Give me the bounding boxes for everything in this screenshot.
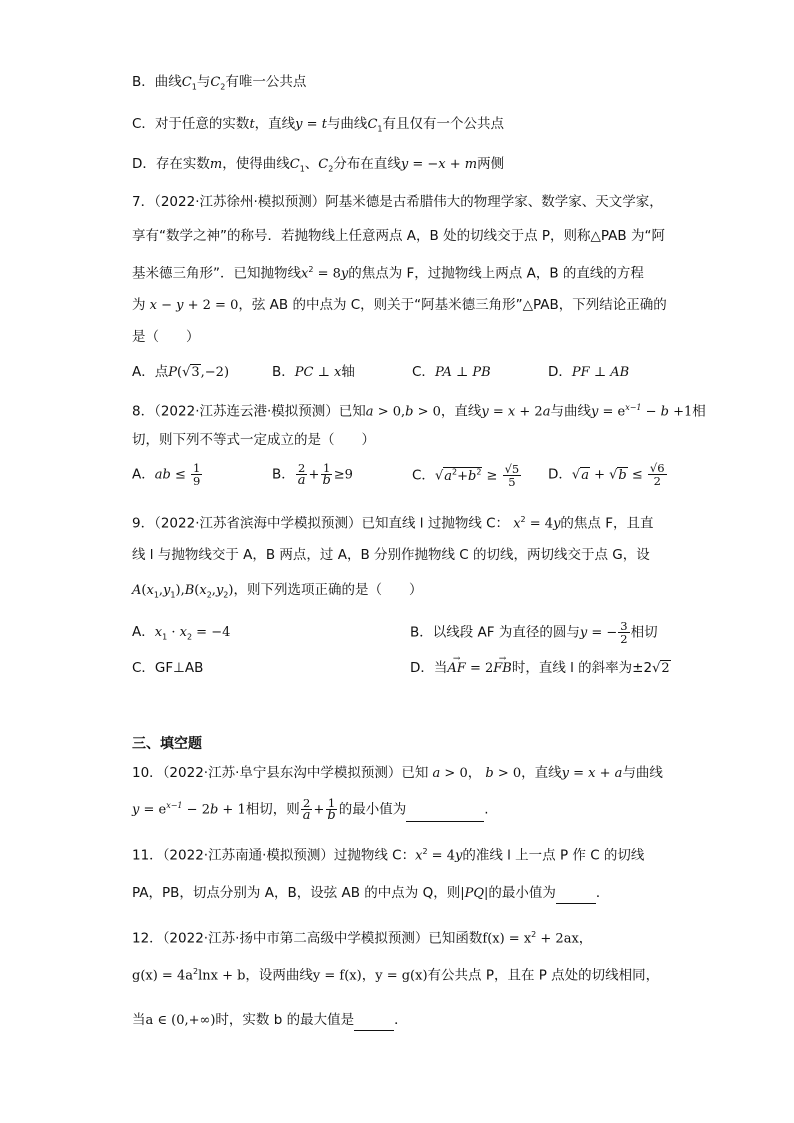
q6-option-b: B．曲线$C_1$与$C_2$有唯一公共点	[132, 74, 307, 92]
q8-option-c: C．$√a^2+b^2$ ≥ $\frac{√5}{5}$	[412, 462, 520, 489]
q7-line-5: 是（ ）	[132, 329, 200, 345]
q11-answer-blank[interactable]	[556, 887, 596, 904]
q12-line-3: 当a ∈ (0,+∞)时，实数 b 的最大值是 ．	[132, 1010, 408, 1031]
q6-option-c: C．对于任意的实数t，直线y = t与曲线$C_1$有且仅有一个公共点	[132, 116, 504, 134]
q9-line-3: $A(x_1,y_1),B(x_2,y_2)$，则下列选项正确的是（ ）	[132, 582, 423, 600]
q9-option-a: A．$x_1 \cdot x_2 = -4$	[132, 624, 231, 642]
q7-option-d: D．PF ⊥ AB	[548, 364, 630, 380]
q10-line-1: 10．（2022·江苏·阜宁县东沟中学模拟预测）已知 a > 0， b > 0，直线y = x + a与曲线	[132, 765, 663, 781]
q12-line-2: $g(x) = 4a^2\ln x + b$，设两曲线y = f(x)，y = g(x)有公共点 P，且在 P 点处的切线相同，	[132, 967, 660, 984]
q7-option-c: C．PA ⊥ PB	[412, 364, 491, 380]
q8-option-d: D．√a + √b ≤ $\frac{√6}{2}$	[548, 461, 665, 488]
q8-option-a: A．ab ≤ $\frac{1}{9}$	[132, 461, 201, 488]
q11-line-2: PA，PB，切点分别为 A，B，设弦 AB 的中点为 Q，则|PQ|的最小值为 ．	[132, 883, 609, 904]
q8-line-2: 切，则下列不等式一定成立的是（ ）	[132, 432, 375, 448]
q12-line-1: 12．（2022·江苏·扬中市第二高级中学模拟预测）已知函数$f(x) = x^2 + 2ax$，	[132, 930, 593, 947]
q9-line-2: 线 l 与抛物线交于 A，B 两点，过 A，B 分别作抛物线 C 的切线，两切线交于点 G，设	[132, 547, 650, 563]
section-title-fill-in: 三、填空题	[132, 736, 202, 752]
q9-options-row-2	[132, 658, 672, 682]
q9-option-d: D．当→ AF = 2→ FB时，直线 l 的斜率为±2√2	[410, 658, 671, 679]
q7-line-1: 7．（2022·江苏徐州·模拟预测）阿基米德是古希腊伟大的物理学家、数学家、天文学家，	[132, 194, 663, 210]
q7-option-b: B．PC ⊥ x轴	[272, 364, 355, 380]
q7-line-4: 为 x − y + 2 = 0，弦 AB 的中点为 C，则关于“阿基米德三角形”△PAB，下列结论正确的	[132, 297, 667, 313]
q8-option-b: B． $\frac{2}{a}$ + $\frac{1}{b}$ ≥9	[272, 461, 353, 488]
q9-options-row-1	[132, 620, 672, 648]
q7-line-3: 基米德三角形”．已知抛物线$x^2 = 8y$的焦点为 F，过抛物线上两点 A，B 的直线的方程	[132, 265, 644, 282]
q12-answer-blank[interactable]	[354, 1014, 394, 1031]
q8-options	[132, 462, 672, 496]
q9-option-c: C．GF⊥AB	[132, 660, 204, 676]
q10-line-2: $y = e^{x-1} - 2b + 1$相切，则 $\frac{2}{a}$ + $\frac{1}{b}$ 的最小值为 .	[132, 796, 489, 823]
q9-line-1: 9．（2022·江苏省滨海中学模拟预测）已知直线 l 过抛物线 C： $x^2 = 4y$的焦点 F，且直	[132, 515, 654, 532]
q11-line-1: 11．（2022·江苏南通·模拟预测）过抛物线 C：$x^2 = 4y$的准线 l 上一点 P 作 C 的切线	[132, 847, 645, 864]
q6-option-d: D．存在实数m，使得曲线$C_1$、$C_2$分布在直线y = −x + m两侧	[132, 156, 505, 174]
q8-line-1: 8．（2022·江苏连云港·模拟预测）已知a > 0,b > 0，直线y = x + 2a与曲线$y = e^{x-1} - b +1$相	[132, 403, 706, 420]
q7-line-2: 享有“数学之神”的称号．若抛物线上任意两点 A，B 处的切线交于点 P，则称△PAB 为“阿	[132, 228, 665, 244]
q7-option-a: A．点P(√3,−2)	[132, 364, 230, 380]
q9-option-b: B．以线段 AF 为直径的圆与y = − $\frac{3}{2}$ 相切	[410, 619, 658, 646]
q10-answer-blank[interactable]	[406, 805, 484, 822]
